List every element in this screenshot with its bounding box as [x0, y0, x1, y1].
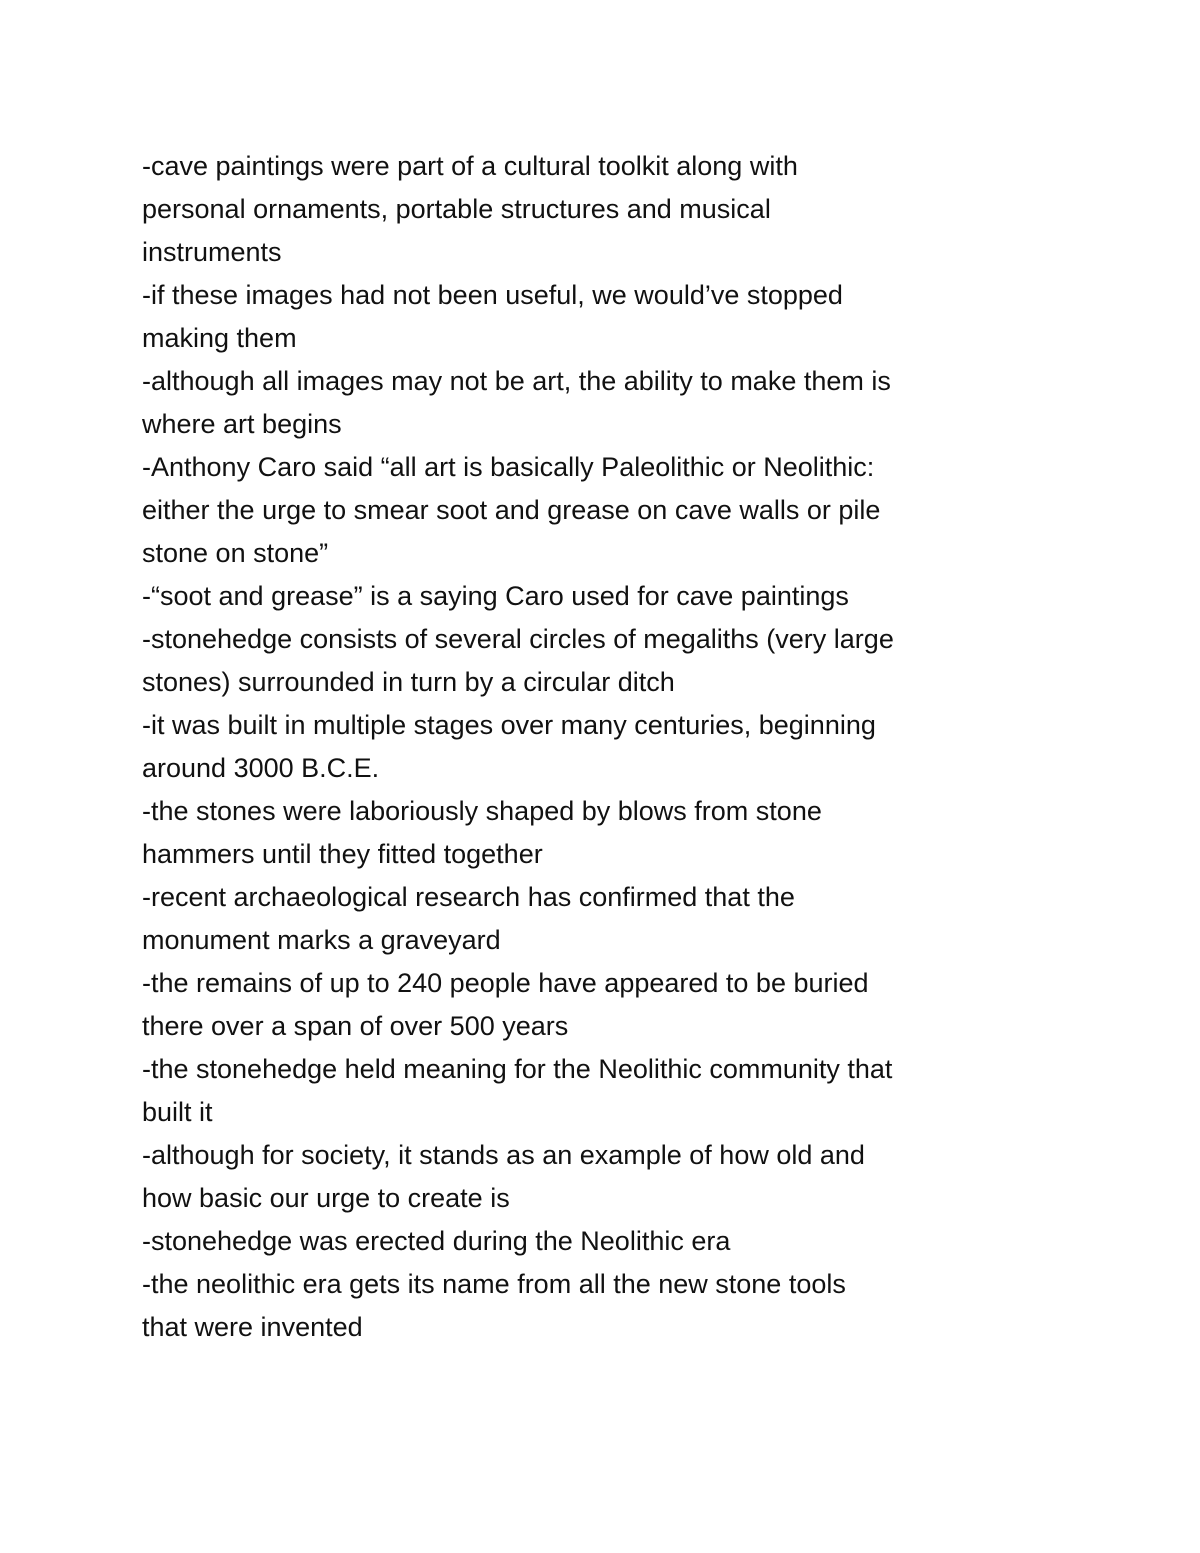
notes-text — [142, 145, 894, 1349]
text-line: -although all images may not be art, the ability to make them is — [142, 366, 891, 396]
text-line: stones) surrounded in turn by a circular ditch — [142, 667, 675, 697]
text-line: making them — [142, 323, 297, 353]
text-line: -although for society, it stands as an example of how old and — [142, 1140, 865, 1170]
text-line: hammers until they fitted together — [142, 839, 543, 869]
text-line: -the stones were laboriously shaped by blows from stone — [142, 796, 822, 826]
text-line: -“soot and grease” is a saying Caro used for cave paintings — [142, 581, 849, 611]
text-line: -cave paintings were part of a cultural toolkit along with — [142, 151, 798, 181]
text-line: monument marks a graveyard — [142, 925, 501, 955]
text-line: there over a span of over 500 years — [142, 1011, 569, 1041]
text-line: that were invented — [142, 1312, 363, 1342]
text-line: built it — [142, 1097, 213, 1127]
text-line: -if these images had not been useful, we would’ve stopped — [142, 280, 843, 310]
text-line: -the neolithic era gets its name from all the new stone tools — [142, 1269, 846, 1299]
text-line: where art begins — [142, 409, 342, 439]
text-line: stone on stone” — [142, 538, 329, 568]
text-line: -the stonehedge held meaning for the Neolithic community that — [142, 1054, 893, 1084]
text-line: -Anthony Caro said “all art is basically Paleolithic or Neolithic: — [142, 452, 875, 482]
text-line: -recent archaeological research has confirmed that the — [142, 882, 795, 912]
text-line: personal ornaments, portable structures and musical — [142, 194, 771, 224]
text-line: -the remains of up to 240 people have appeared to be buried — [142, 968, 869, 998]
text-line: -stonehedge consists of several circles of megaliths (very large — [142, 624, 894, 654]
text-line: -it was built in multiple stages over many centuries, beginning — [142, 710, 876, 740]
text-line: either the urge to smear soot and grease on cave walls or pile — [142, 495, 881, 525]
text-line: around 3000 B.C.E. — [142, 753, 380, 783]
text-line: -stonehedge was erected during the Neolithic era — [142, 1226, 731, 1256]
text-line: instruments — [142, 237, 282, 267]
text-line: how basic our urge to create is — [142, 1183, 510, 1213]
